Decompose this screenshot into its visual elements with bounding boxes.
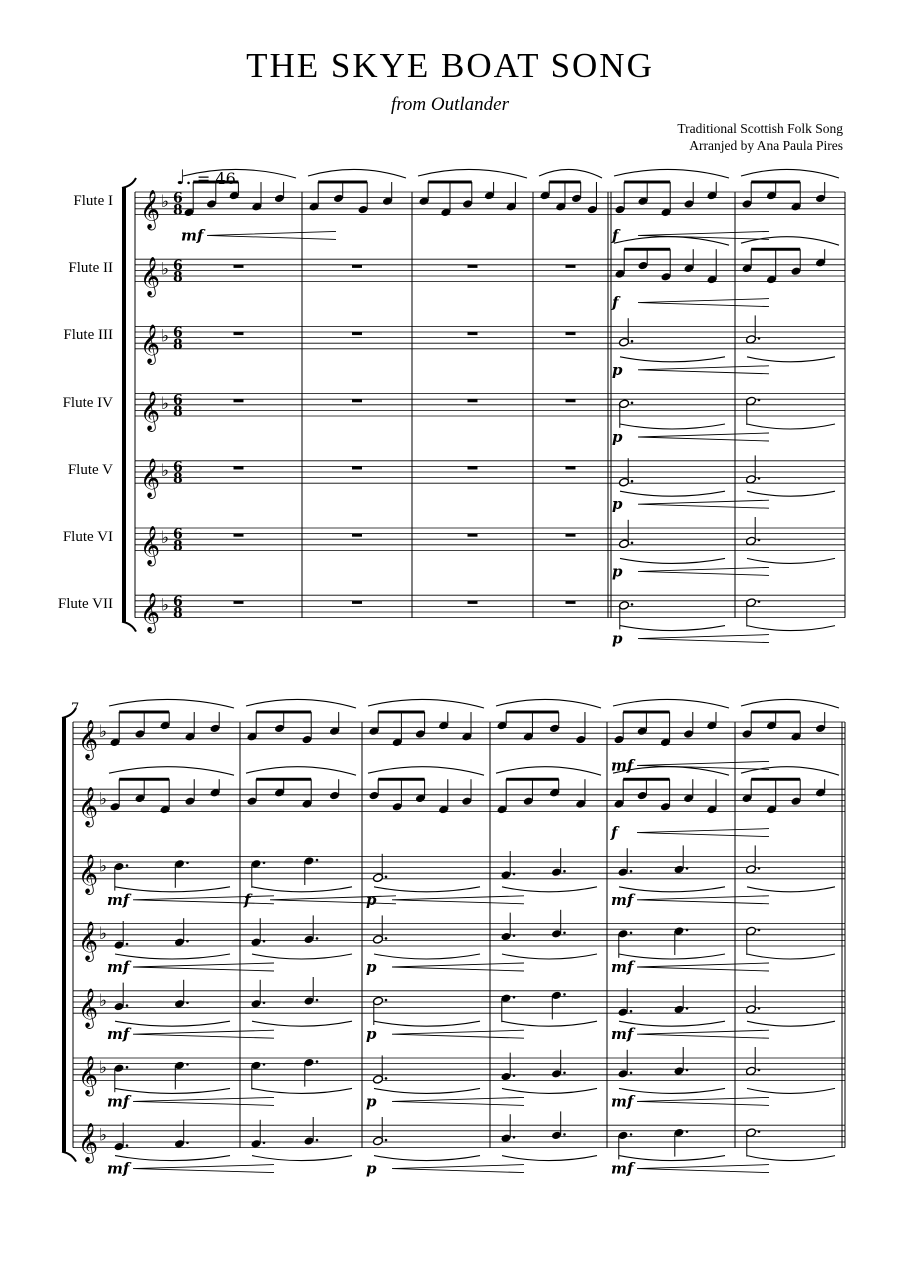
augmentation-dot (126, 1004, 129, 1007)
hairpin (637, 829, 769, 837)
whole-measure-rest-icon (566, 601, 576, 604)
score-title: THE SKYE BOAT SONG (246, 46, 654, 85)
augmentation-dot (263, 1063, 266, 1066)
slur (747, 887, 835, 892)
slur (252, 954, 352, 959)
flat-icon: ♭ (161, 326, 170, 347)
slur (747, 1088, 835, 1093)
whole-measure-rest-icon (468, 332, 478, 335)
dynamic-marking: mf (107, 1025, 130, 1044)
augmentation-dot (385, 1139, 388, 1142)
flat-icon: ♭ (99, 923, 108, 944)
dynamic-marking: p (612, 562, 623, 581)
dynamic-marking: p (366, 1159, 377, 1178)
augmentation-dot (513, 996, 516, 999)
slur (620, 424, 725, 429)
augmentation-dot (563, 870, 566, 873)
augmentation-dot (631, 542, 634, 545)
augmentation-dot (758, 337, 761, 340)
augmentation-dot (563, 1072, 566, 1075)
treble-clef-icon: 𝄞 (78, 719, 99, 760)
hairpin (637, 1165, 769, 1173)
bracket-bottom-hook (122, 622, 136, 632)
augmentation-dot (758, 867, 761, 870)
augmentation-dot (385, 876, 388, 879)
slur (496, 699, 601, 708)
flat-icon: ♭ (161, 393, 170, 414)
dynamic-marking: mf (611, 756, 634, 775)
slur (539, 169, 602, 178)
whole-measure-rest-icon (352, 399, 362, 402)
whole-measure-rest-icon (234, 332, 244, 335)
slur (374, 1021, 480, 1026)
instrument-label: Flute I (73, 193, 113, 209)
hairpin (392, 896, 524, 904)
slur (620, 357, 725, 362)
hairpin (133, 963, 274, 971)
slur (109, 699, 234, 708)
augmentation-dot (316, 1060, 319, 1063)
whole-measure-rest-icon (234, 399, 244, 402)
dynamic-marking: p (612, 629, 623, 648)
slur (619, 1088, 725, 1093)
flat-icon: ♭ (99, 789, 108, 810)
flat-icon: ♭ (161, 259, 170, 280)
time-signature-denominator: 8 (173, 471, 183, 488)
dynamic-marking: f (244, 890, 251, 909)
slur (747, 1021, 835, 1026)
treble-clef-icon: 𝄞 (78, 786, 99, 827)
hairpin (638, 299, 769, 307)
treble-clef-icon: 𝄞 (140, 256, 161, 297)
slur (374, 954, 480, 959)
slur (308, 169, 406, 178)
hairpin (637, 761, 769, 769)
whole-measure-rest-icon (234, 466, 244, 469)
augmentation-dot (630, 1072, 633, 1075)
whole-measure-rest-icon (566, 265, 576, 268)
augmentation-dot (385, 1077, 388, 1080)
treble-clef-icon: 𝄞 (140, 458, 161, 499)
augmentation-dot (186, 1063, 189, 1066)
whole-measure-rest-icon (468, 534, 478, 537)
augmentation-dot (316, 937, 319, 940)
slur (115, 954, 230, 959)
slur (613, 699, 729, 708)
flat-icon: ♭ (99, 1058, 108, 1079)
augmentation-dot (686, 1069, 689, 1072)
augmentation-dot (563, 932, 566, 935)
flat-icon: ♭ (99, 722, 108, 743)
augmentation-dot (385, 999, 388, 1002)
treble-clef-icon: 𝄞 (78, 1055, 99, 1096)
augmentation-dot (263, 940, 266, 943)
augmentation-dot (758, 477, 761, 480)
whole-measure-rest-icon (234, 534, 244, 537)
hairpin (638, 366, 769, 374)
slur (747, 1156, 835, 1161)
slur (502, 1088, 597, 1093)
dynamic-marking: mf (611, 890, 634, 909)
hairpin (637, 896, 769, 904)
augmentation-dot (758, 1007, 761, 1010)
augmentation-dot (186, 940, 189, 943)
augmentation-dot (513, 934, 516, 937)
measure-number: 7 (71, 701, 80, 716)
hairpin (637, 1097, 769, 1105)
treble-clef-icon: 𝄞 (140, 189, 161, 230)
augmentation-dot (126, 1066, 129, 1069)
treble-clef-icon: 𝄞 (78, 1122, 99, 1163)
time-signature-numerator: 6 (173, 526, 183, 543)
augmentation-dot (630, 870, 633, 873)
hairpin (638, 567, 769, 575)
augmentation-dot (758, 1130, 761, 1133)
dynamic-marking: p (612, 360, 623, 379)
hairpin (133, 1030, 274, 1038)
dynamic-marking: mf (611, 1092, 634, 1111)
dynamic-marking: mf (611, 958, 634, 976)
flat-icon: ♭ (161, 192, 170, 213)
dynamic-marking: f (612, 226, 619, 245)
augmentation-dot (263, 1002, 266, 1005)
treble-clef-icon: 𝄞 (140, 592, 161, 633)
dynamic-marking: mf (107, 1159, 130, 1178)
augmentation-dot (186, 862, 189, 865)
hairpin (207, 231, 336, 239)
treble-clef-icon: 𝄞 (78, 921, 99, 961)
augmentation-dot (686, 929, 689, 932)
dynamic-marking: p (366, 1025, 377, 1044)
augmentation-dot (316, 1139, 319, 1142)
dynamic-marking: p (612, 428, 623, 446)
slur (368, 699, 484, 708)
dynamic-marking: mf (107, 890, 130, 909)
score-subtitle: from Outlander (390, 94, 510, 115)
slur (741, 237, 839, 246)
whole-measure-rest-icon (234, 265, 244, 268)
augmentation-dot (686, 1130, 689, 1133)
augmentation-dot (316, 999, 319, 1002)
augmentation-dot (385, 937, 388, 940)
slur (741, 767, 839, 776)
hairpin (637, 1030, 769, 1038)
slur (115, 1156, 230, 1161)
augmentation-dot (686, 867, 689, 870)
slur (246, 699, 356, 708)
time-signature-denominator: 8 (173, 269, 183, 286)
augmentation-dot (563, 1133, 566, 1136)
slur (747, 357, 835, 362)
augmentation-dot (126, 864, 129, 867)
augmentation-dot (631, 480, 634, 483)
treble-clef-icon: 𝄞 (140, 525, 161, 566)
whole-measure-rest-icon (468, 466, 478, 469)
slur (115, 887, 230, 892)
augmentation-dot (316, 859, 319, 862)
flat-icon: ♭ (99, 856, 108, 877)
slur (619, 887, 725, 892)
dynamic-marking: f (612, 293, 619, 312)
hairpin (638, 635, 769, 643)
hairpin (133, 1097, 274, 1105)
slur (619, 954, 725, 959)
slur (496, 767, 601, 776)
slur (115, 1021, 230, 1026)
augmentation-dot (263, 862, 266, 865)
augmentation-dot (126, 943, 129, 946)
augmentation-dot (631, 402, 634, 405)
slur (252, 1156, 352, 1161)
augmentation-dot (758, 600, 761, 603)
hairpin (392, 1165, 524, 1173)
dotted-quarter-note-icon: ♩. (176, 165, 192, 189)
augmentation-dot (758, 399, 761, 402)
augmentation-dot (758, 539, 761, 542)
slur (252, 887, 352, 892)
dynamic-marking: p (366, 958, 377, 976)
slur (747, 626, 835, 631)
slur (502, 1021, 597, 1026)
augmentation-dot (631, 340, 634, 343)
slur (252, 1021, 352, 1026)
flat-icon: ♭ (99, 1125, 108, 1146)
bracket-bottom-hook (62, 1152, 76, 1162)
time-signature-denominator: 8 (173, 202, 183, 219)
slur (620, 558, 725, 563)
slur (620, 626, 725, 631)
treble-clef-icon: 𝄞 (78, 853, 99, 894)
slur (619, 1021, 725, 1026)
slur (368, 767, 484, 776)
time-signature-numerator: 6 (173, 392, 183, 409)
composer-line-2: Arranjed by Ana Paula Pires (689, 138, 843, 153)
augmentation-dot (513, 1074, 516, 1077)
slur (115, 1088, 230, 1093)
augmentation-dot (758, 929, 761, 932)
time-signature-numerator: 6 (173, 593, 183, 610)
whole-measure-rest-icon (234, 601, 244, 604)
slur (502, 1156, 597, 1161)
whole-measure-rest-icon (352, 265, 362, 268)
slur (418, 169, 527, 178)
dynamic-marking: p (612, 495, 623, 514)
hairpin (638, 500, 769, 508)
dynamic-marking: mf (611, 1025, 634, 1044)
time-signature-numerator: 6 (173, 459, 183, 476)
slur (614, 169, 729, 178)
augmentation-dot (513, 873, 516, 876)
dynamic-marking: mf (107, 958, 130, 976)
augmentation-dot (758, 1069, 761, 1072)
slur (374, 1088, 480, 1093)
time-signature-numerator: 6 (173, 190, 183, 207)
augmentation-dot (630, 1133, 633, 1136)
hairpin (392, 1097, 524, 1105)
hairpin (133, 896, 274, 904)
dynamic-marking: mf (611, 1159, 634, 1178)
dynamic-marking: p (366, 890, 377, 909)
time-signature-denominator: 8 (173, 538, 183, 555)
hairpin (270, 896, 396, 904)
slur (620, 491, 725, 496)
whole-measure-rest-icon (352, 332, 362, 335)
slur (747, 954, 835, 959)
treble-clef-icon: 𝄞 (140, 323, 161, 364)
whole-measure-rest-icon (566, 466, 576, 469)
slur (374, 1156, 480, 1161)
flat-icon: ♭ (99, 991, 108, 1011)
time-signature-numerator: 6 (173, 257, 183, 274)
time-signature-denominator: 8 (173, 336, 183, 353)
whole-measure-rest-icon (566, 534, 576, 537)
instrument-label: Flute V (67, 461, 113, 478)
composer-line-1: Traditional Scottish Folk Song (677, 121, 843, 136)
augmentation-dot (186, 1002, 189, 1005)
instrument-label: Flute VI (62, 529, 113, 545)
augmentation-dot (630, 1010, 633, 1013)
slur (109, 767, 234, 776)
whole-measure-rest-icon (468, 399, 478, 402)
slur (246, 767, 356, 776)
augmentation-dot (631, 603, 634, 606)
treble-clef-icon: 𝄞 (78, 988, 99, 1029)
slur (502, 887, 597, 892)
whole-measure-rest-icon (352, 601, 362, 604)
whole-measure-rest-icon (566, 332, 576, 335)
flat-icon: ♭ (161, 595, 170, 616)
augmentation-dot (513, 1136, 516, 1139)
instrument-label: Flute IV (62, 394, 113, 411)
time-signature-denominator: 8 (173, 605, 183, 622)
tempo-bpm: = 46 (196, 169, 236, 188)
slur (252, 1088, 352, 1093)
slur (741, 169, 839, 178)
augmentation-dot (630, 932, 633, 935)
treble-clef-icon: 𝄞 (140, 391, 161, 431)
whole-measure-rest-icon (566, 399, 576, 402)
instrument-label: Flute VII (57, 596, 113, 613)
whole-measure-rest-icon (468, 601, 478, 604)
slur (747, 491, 835, 496)
whole-measure-rest-icon (352, 534, 362, 537)
dynamic-marking: mf (181, 226, 204, 245)
instrument-label: Flute III (63, 327, 113, 344)
instrument-label: Flute II (68, 260, 113, 277)
slur (183, 169, 296, 178)
dynamic-marking: mf (107, 1092, 130, 1111)
bracket-top-hook (122, 178, 136, 188)
augmentation-dot (186, 1142, 189, 1145)
augmentation-dot (126, 1144, 129, 1147)
augmentation-dot (563, 993, 566, 996)
hairpin (133, 1165, 274, 1173)
slur (747, 424, 835, 429)
hairpin (392, 963, 524, 971)
slur (619, 1156, 725, 1161)
hairpin (638, 433, 769, 441)
whole-measure-rest-icon (468, 265, 478, 268)
augmentation-dot (263, 1142, 266, 1145)
time-signature-denominator: 8 (173, 404, 183, 420)
dynamic-marking: f (611, 823, 618, 842)
hairpin (638, 231, 769, 239)
time-signature-numerator: 6 (173, 325, 183, 342)
slur (374, 887, 480, 892)
dynamic-marking: p (366, 1092, 377, 1111)
augmentation-dot (686, 1007, 689, 1010)
slur (747, 558, 835, 563)
hairpin (392, 1030, 524, 1038)
slur (741, 699, 839, 708)
hairpin (637, 963, 769, 971)
flat-icon: ♭ (161, 528, 170, 549)
flat-icon: ♭ (161, 461, 170, 481)
slur (502, 954, 597, 959)
whole-measure-rest-icon (352, 466, 362, 469)
